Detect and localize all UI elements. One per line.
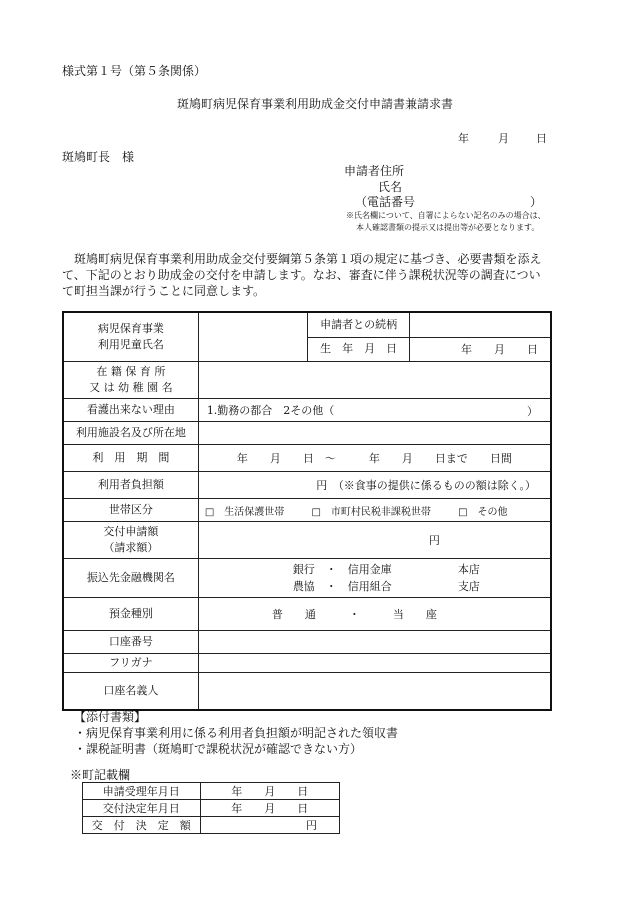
child-name-label: 病児保育事業 利用児童氏名 (63, 312, 198, 362)
applicant-phone-close: ） (530, 195, 543, 209)
relation-label: 申請者との続柄 (308, 312, 410, 337)
attachment-item-2: ・課税証明書（斑鳩町で課税状況が確認できない方） (74, 742, 363, 756)
application-table (62, 311, 552, 711)
bank-field[interactable] (198, 559, 551, 598)
school-label: 在 籍 保 育 所 又 は 幼 稚 園 名 (63, 362, 198, 399)
body-line-2: て、下記のとおり助成金の交付を申請します。なお、審査に伴う課税状況等の調査につい (62, 268, 541, 282)
relation-field[interactable] (409, 312, 551, 337)
form-title: 斑鳩町病児保育事業利用助成金交付申請書兼請求書 (176, 97, 453, 111)
reason-options: 1.勤務の都合 2その他（ (206, 404, 335, 417)
facility-label: 利用施設名及び所在地 (63, 422, 198, 445)
household-option-nontax[interactable]: □ 市町村民税非課税世帯 (311, 506, 431, 518)
branch-sub: 支店 (457, 580, 480, 593)
furigana-label: フリガナ (63, 654, 198, 673)
period-label: 利 用 期 間 (63, 445, 198, 472)
bank-type-1: 銀行 ・ 信用金庫 (292, 563, 392, 576)
receipt-date-field[interactable]: 年 月 日 (200, 783, 339, 800)
applicant-name-label: 氏名 (378, 180, 403, 194)
deposit-field[interactable]: 普 通 ・ 当 座 (198, 598, 551, 631)
body-line-3: て町担当課が行うことに同意します。 (62, 284, 266, 298)
office-heading: ※町記載欄 (70, 768, 131, 782)
burden-label: 利用者負担額 (63, 472, 198, 499)
household-option-other[interactable]: □ その他 (458, 506, 508, 518)
branch-main: 本店 (457, 563, 480, 576)
child-name-field[interactable] (198, 312, 307, 362)
furigana-field[interactable] (198, 654, 551, 673)
decision-date-field[interactable]: 年 月 日 (200, 800, 339, 817)
attachment-item-1: ・病児保育事業利用に係る利用者負担額が明記された領収書 (74, 726, 399, 740)
account-number-label: 口座番号 (63, 631, 198, 654)
bank-label: 振込先金融機関名 (63, 559, 198, 598)
reason-close: ） (527, 405, 538, 418)
household-label: 世帯区分 (63, 499, 198, 522)
addressee: 斑鳩町長 様 (62, 150, 135, 164)
decision-amount-label: 交 付 決 定 額 (83, 817, 201, 834)
body-line-1: 斑鳩町病児保育事業利用助成金交付要綱第５条第１項の規定に基づき、必要書類を添え (74, 252, 542, 266)
applicant-address-label: 申請者住所 (344, 164, 405, 178)
birth-label: 生 年 月 日 (308, 337, 410, 361)
birth-field[interactable]: 年 月 日 (409, 337, 551, 361)
attachments-heading: 【添付書類】 (74, 710, 147, 724)
amount-label: 交付申請額 （請求額） (63, 522, 198, 559)
reason-field[interactable] (198, 399, 551, 422)
account-holder-field[interactable] (198, 673, 551, 711)
school-field[interactable] (198, 362, 551, 399)
applicant-note-2: 本人確認書類の提示又は提出等が必要となります。 (356, 223, 540, 232)
applicant-note-1: ※氏名欄について、自署によらない記名のみの場合は、 (346, 211, 546, 220)
date-year: 年 (458, 132, 469, 145)
date-month: 月 (498, 132, 509, 145)
reason-label: 看護出来ない理由 (63, 399, 198, 422)
account-holder-label: 口座名義人 (63, 673, 198, 711)
decision-amount-field[interactable]: 円 (200, 817, 339, 834)
receipt-date-label: 申請受理年月日 (83, 783, 201, 800)
facility-field[interactable] (198, 422, 551, 445)
household-options[interactable] (198, 499, 551, 522)
form-number: 様式第１号（第５条関係） (62, 64, 207, 78)
account-number-field[interactable] (198, 631, 551, 654)
burden-field[interactable]: 円 （※食事の提供に係るものの額は除く。） (198, 472, 551, 499)
applicant-phone-label: （電話番号 (355, 195, 416, 209)
office-table (82, 782, 340, 834)
deposit-label: 預金種別 (63, 598, 198, 631)
date-day: 日 (536, 132, 547, 145)
amount-field[interactable]: 円 (198, 522, 551, 559)
period-field[interactable]: 年 月 日 ～ 年 月 日まで 日間 (198, 445, 551, 472)
household-option-welfare[interactable]: □ 生活保護世帯 (204, 506, 285, 518)
decision-date-label: 交付決定年月日 (83, 800, 201, 817)
bank-type-2: 農協 ・ 信用組合 (292, 580, 392, 593)
